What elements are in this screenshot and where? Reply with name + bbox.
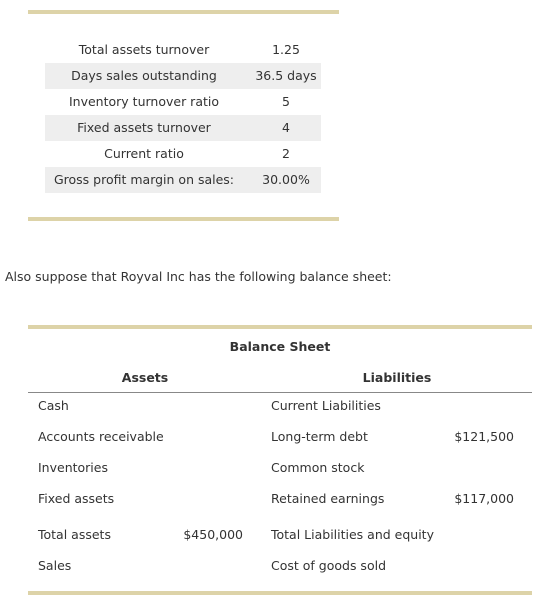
balance-sheet-bottom-rule — [28, 591, 532, 595]
ratio-row — [45, 115, 321, 141]
ratios-bottom-rule — [28, 217, 339, 221]
ratio-label: Fixed assets turnover — [77, 120, 211, 135]
liability-label: Cost of goods sold — [271, 558, 387, 573]
asset-value: $450,000 — [183, 527, 243, 542]
ratio-row — [45, 167, 321, 193]
asset-label: Fixed assets — [38, 491, 115, 506]
balance-sheet-top-rule — [28, 325, 532, 329]
asset-label: Total assets — [38, 527, 111, 542]
asset-label: Sales — [38, 558, 72, 573]
liability-label: Retained earnings — [271, 491, 385, 506]
asset-label: Inventories — [38, 460, 108, 475]
assets-header: Assets — [121, 370, 169, 385]
liability-label: Current Liabilities — [271, 398, 381, 413]
asset-label: Accounts receivable — [38, 429, 164, 444]
ratio-value: 30.00% — [262, 172, 310, 187]
ratio-label: Gross profit margin on sales: — [53, 172, 235, 187]
liability-label: Total Liabilities and equity — [271, 527, 434, 542]
ratio-value: 5 — [282, 94, 290, 109]
ratio-value: 1.25 — [272, 42, 300, 57]
ratio-row — [45, 63, 321, 89]
ratio-value: 4 — [282, 120, 290, 135]
balance-sheet-title: Balance Sheet — [229, 339, 331, 354]
ratio-row — [45, 37, 321, 63]
liability-value: $121,500 — [454, 429, 514, 444]
ratio-value: 36.5 days — [255, 68, 317, 83]
header-divider — [28, 392, 532, 393]
ratio-label: Total assets turnover — [78, 42, 210, 57]
ratio-row — [45, 141, 321, 167]
ratio-label: Days sales outstanding — [71, 68, 217, 83]
asset-label: Cash — [38, 398, 69, 413]
liability-label: Common stock — [271, 460, 365, 475]
ratio-row — [45, 89, 321, 115]
liabilities-header: Liabilities — [362, 370, 432, 385]
ratio-value: 2 — [282, 146, 290, 161]
ratios-top-rule — [28, 10, 339, 14]
intro-paragraph: Also suppose that Royval Inc has the following balance sheet: — [5, 269, 392, 284]
liability-value: $117,000 — [454, 491, 514, 506]
ratio-label: Inventory turnover ratio — [68, 94, 219, 109]
liability-label: Long-term debt — [271, 429, 368, 444]
ratio-label: Current ratio — [104, 146, 184, 161]
